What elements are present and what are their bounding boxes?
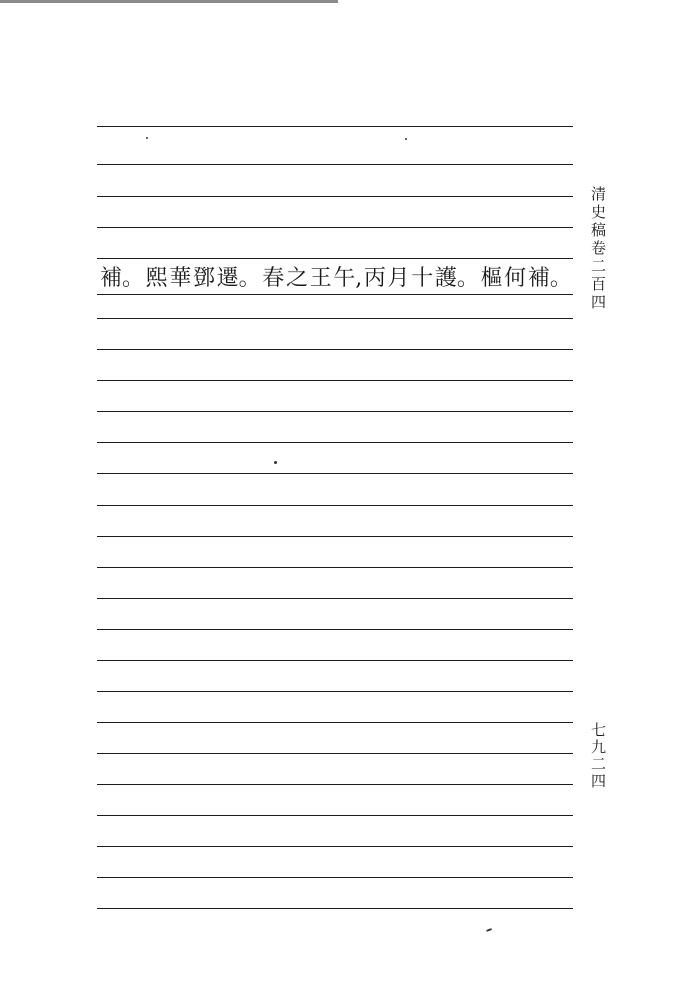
table-rule xyxy=(97,629,573,630)
entry-char: 遷。 xyxy=(216,265,261,291)
table-rule xyxy=(97,598,573,599)
table-rule xyxy=(97,691,573,692)
page-number: 七九二四 xyxy=(589,722,607,790)
entry-char: 護。 xyxy=(434,265,479,291)
scan-edge-bar xyxy=(0,0,338,3)
table-rule xyxy=(97,380,573,381)
table-rule xyxy=(97,318,573,319)
entry-char: 月 xyxy=(387,265,410,291)
table-rule xyxy=(97,473,573,474)
entry-char: 補。 xyxy=(100,265,145,291)
table-rule xyxy=(97,294,573,295)
table-row-entry xyxy=(100,258,572,294)
entry-char: 補。 xyxy=(527,265,572,291)
entry-char: 王 xyxy=(309,265,332,291)
table-rule xyxy=(97,126,573,127)
table-rule xyxy=(97,349,573,350)
table-rule xyxy=(97,536,573,537)
table-rule xyxy=(97,846,573,847)
entry-char: 何 xyxy=(504,265,527,291)
entry-char: 十 xyxy=(411,265,434,291)
table-rule xyxy=(97,411,573,412)
entry-char: 華 xyxy=(169,265,192,291)
table-rule xyxy=(97,784,573,785)
table-rule xyxy=(97,567,573,568)
running-title: 清史稿卷二百四 xyxy=(589,186,607,312)
entry-char: 鄧 xyxy=(192,265,215,291)
entry-char: 熙 xyxy=(145,265,168,291)
scan-speck xyxy=(146,137,148,139)
table-rule xyxy=(97,164,573,165)
table-rule xyxy=(97,815,573,816)
entry-char: 之 xyxy=(285,265,308,291)
table-rule xyxy=(97,753,573,754)
table-rule xyxy=(97,442,573,443)
entry-char: 丙 xyxy=(363,265,386,291)
table-rule xyxy=(97,722,573,723)
entry-char: 午, xyxy=(333,265,363,291)
table-rule xyxy=(97,196,573,197)
entry-char: 樞 xyxy=(480,265,503,291)
scan-speck xyxy=(405,138,407,140)
entry-char: 春 xyxy=(262,265,285,291)
scan-speck xyxy=(486,928,492,931)
table-rule xyxy=(97,227,573,228)
table-rule xyxy=(97,505,573,506)
scan-speck xyxy=(274,461,277,464)
table-rule xyxy=(97,908,573,909)
table-rule xyxy=(97,660,573,661)
table-rule xyxy=(97,877,573,878)
